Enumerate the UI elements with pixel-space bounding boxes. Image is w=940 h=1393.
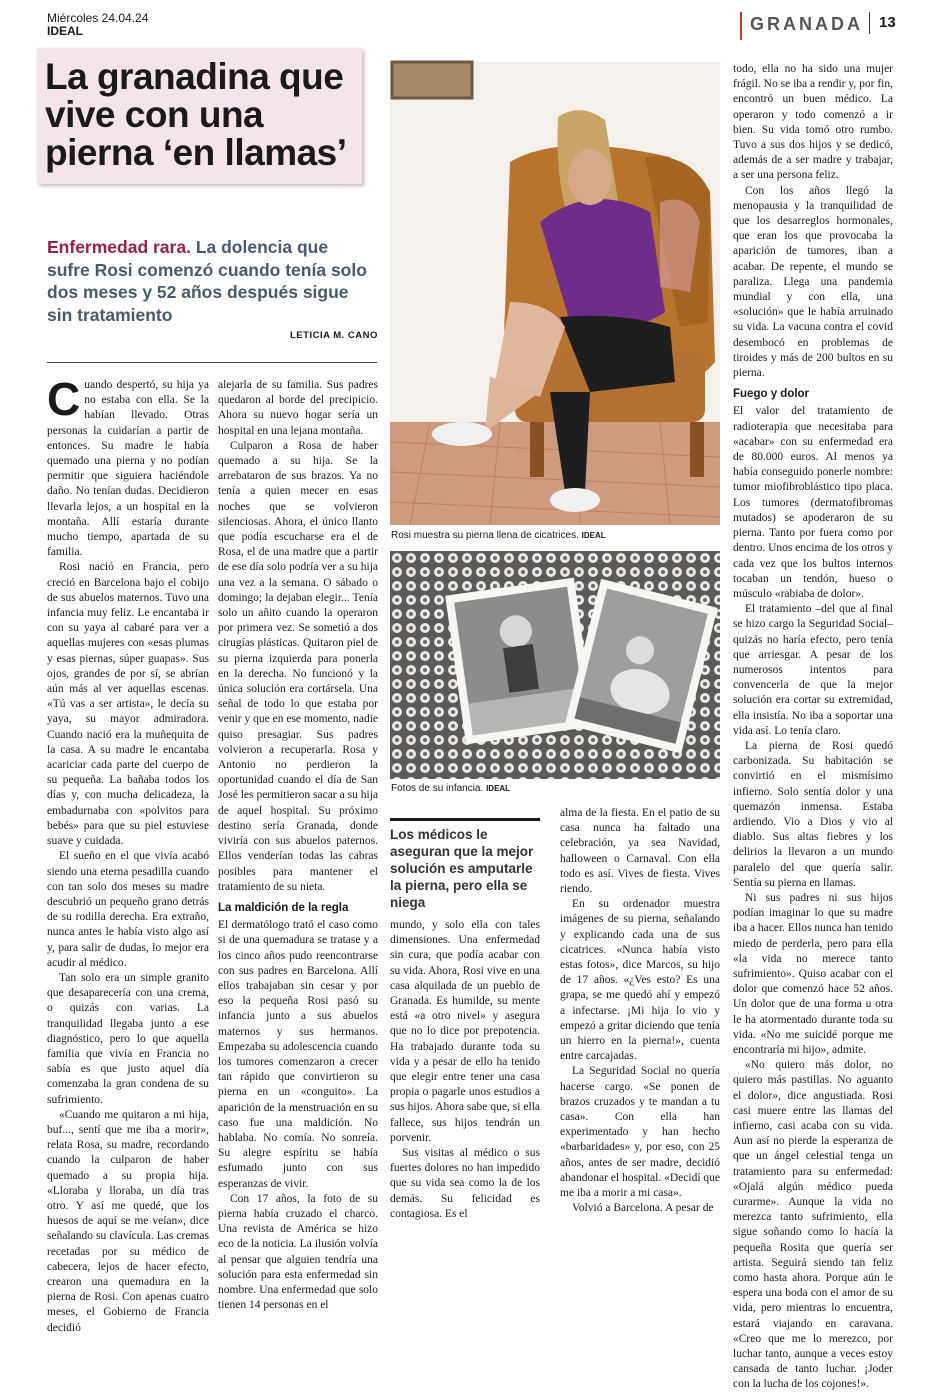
col5-p7: «No quiero más dolor, no quiero más pastillas. No aguanto el dolor», dice angustiada. Rosi casi muere entre las llamas del infierno, casi acaba con su vida. Aun así no pierde la esperanza de que un ángel celestial tenga un tratamiento para su enfermedad: «Ojalá algún médico pueda curarme». Aunque la vida no merezca tanto sufrimiento, ella sigue soñando como lo hacía la pequeña Rosita que quería ser artista. Seguirá siendo tan feliz como hasta ahora. Porque aún le espera una boda con el amor de su vida, pero mientras lo encuentra, estará viajando en caravana. «Creo que me lo merezco, por luchar tanto, aunque a veces estoy cansada de tanto luchar. ¡Joder con la lucha de los cojones!».: [733, 1059, 893, 1391]
page-title: La granadina que vive con una pierna ‘en llamas’: [45, 56, 347, 173]
col1-p3: El sueño en el que vivía acabó siendo una eterna pesadilla cuando con tan solo dos meses su madre descubrió un pequeño grano detrás de su rodilla derecha. Era extraño, nunca antes le había visto algo así y, para salir de dudas, lo mejor era acudir al médico.: [47, 850, 209, 969]
article-paragraph: [47, 373, 209, 560]
photo-childhood: [390, 551, 720, 779]
subheading-regla: La maldición de la regla: [218, 901, 349, 914]
col1-p5: «Cuando me quitaron a mi hija, buf..., sentí que me iba a morir», relata Rosa, su madre, recordando cuando la culparon de haber quemado a su propia hija. «Lloraba y lloraba, un día tras otro. Y así me quedé, que los huesos de aquí se me veían», dice señalando su clavícula. Las cremas recetadas por su médico de cabecera, lejos de hacer efecto, crearon una quemadura en la pierna de Rosi. Con apenas cuatro meses, el Gobierno de Francia decidió: [47, 1108, 209, 1334]
caption-photo2-text: Fotos de su infancia.: [391, 783, 484, 794]
col1-p2: Rosi nació en Francia, pero creció en Barcelona bajo el cobijo de sus abuelos maternos. Tuvo una infancia muy feliz. Le encantaba ir con su yaya al cabaré para ver a aquellas mujeres con «esas plumas y esas piernas, súper guapas». Sus ojos, grandes de por sí, se abrían aún más al ver aquellas escenas. «Tú vas a ser artista», le decía su yaya, su mayor admiradora. Cuando nació era la muñequita de la casa. A su madre le encantaba acariciar cada parte del cuerpo de su pequeña. La bañaba todos los días y, con mucha delicadeza, la embadurnaba con «polvitos para bebés» para que su piel estuviese suave y cuidada.: [47, 561, 209, 848]
caption-photo2-credit: IDEAL: [486, 784, 511, 793]
photo-childhood-illustration: [390, 551, 720, 779]
article-column-4: [560, 806, 720, 1215]
caption-photo1-credit: IDEAL: [581, 531, 606, 540]
col5-p5: La pierna de Rosi quedó carbonizada. Su habitación se convirtió en el mismísimo infierno. Solo sentía dolor y una quemazón inmensa. Estaba ardiendo. Vio a Dios y vio al diablo. Sus altas fiebres y los delirios la llevaron a un mundo paralelo del que quería salir. Sentía su pierna en llamas.: [733, 739, 893, 889]
col4-p1: alma de la fiesta. En el patio de su casa nunca ha faltado una celebración, ya sea Navidad, halloween o Carnaval. Con ella todo es así. Vives de fiesta. Vives riendo.: [560, 807, 720, 896]
col4-p3: La Seguridad Social no quería hacerse cargo. «Se ponen de brazos cruzados y te mandan a tu casa». Con ella han experimentado y han hecho «barbaridades» y, por eso, con 25 años, antes de ser madre, decidió abandonar el hospital. «Decidí que me iba a morir a mi casa».: [560, 1065, 720, 1200]
col4-p2: En su ordenador muestra imágenes de su pierna, señalando y explicando cada una de sus cicatrices. «Nunca había visto estas fotos», dice Marcos, su hijo de 17 años. «¿Ves esto? Es una grapa, se me quedó ahí y empezó a infectarse. ¡Mi hija lo vio y empezó a gritar diciendo que tenía un hierro en la pierna!», cuenta entre carcajadas.: [560, 898, 720, 1063]
col3-p1: mundo, y solo ella con tales dimensiones. Una enfermedad sin cura, que podía acabar con su vida. Ahora, Rosi vive en una casa alquilada de un pueblo de Granada. Es humilde, su mente está «a otro nivel» y asegura que no lo dice por prepotencia. Ha trabajado durante toda su vida y a pesar de ello ha tenido que elegir entre tener una casa propia o pagarle unos estudios a sus hijos. Ahora sabe que, si ella fallece, sus hijos tendrán un porvenir.: [390, 919, 540, 1144]
col5-p4: El tratamiento –del que al final se hizo cargo la Seguridad Social– quizás no haría efecto, pero tenía que arriesgar. A pesar de los numerosos intentos para convencerla de que la mejor solución era cortar su extremidad, ella insistía. No iba a soportar una vida así. Lo tenía claro.: [733, 603, 893, 737]
col5-p1: todo, ella no ha sido una mujer frágil. No se iba a rendir y, por fin, encontró un buen médico. La operaron y todo comenzó a ir bien. Su vida tomó otro rumbo. Tuvo a sus dos hijos y se dedicó, además de a ser madre y trabajar, a ser una persona feliz.: [733, 63, 893, 182]
subtitle-text: La dolencia que sufre Rosi comenzó cuando tenía solo dos meses y 52 años después sigue sin tratamiento: [47, 237, 367, 325]
col4-p4: Volvió a Barcelona. A pesar de: [572, 1202, 714, 1215]
pullquote: Los médicos le aseguran que la mejor solución es amputarle la pierna, pero ella se niega: [390, 827, 534, 910]
col5-p2: Con los años llegó la menopausia y la tranquilidad de que los desarreglos hormonales, que eran los que provocaba la aparición de tumores, iban a acabar. De repente, el mundo se paraliza. Llega una pandemia mundial y con ella, una «solución» que le había arruinado su vida. La vacuna contra el covid desembocó en problemas de tiroides y más de 200 bultos en su pierna.: [733, 184, 893, 380]
col1-p1: uando despertó, su hija ya no estaba con ella. Se la habían llevado. Otras personas la cuidarían a partir de entonces. Su madre le había quemado una pierna y no podían permitir que siguiera haciéndole daño. No tenían dudas. Decidieron llevarla lejos, a un hospital en la montaña. Allí estaría durante mucho tiempo, apartada de su familia.: [47, 379, 209, 559]
section-bar: [740, 12, 742, 40]
article-column-1: [47, 373, 209, 1334]
section-divider: [869, 12, 870, 34]
col2-p1: alejarla de su familia. Sus padres quedaron al borde del precipicio. Ahora su nuevo hogar sería un hospital en una lejana montaña.: [218, 379, 378, 437]
drop-cap: C: [47, 373, 81, 425]
col2-p4: Con 17 años, la foto de su pierna había cruzado el charco. Una revista de América se hizo eco de la noticia. La ilusión volvía al pensar que alguien tendría una solución para esta enfermedad sin nombre. Una enfermedad que solo tienen 14 personas en el: [218, 1192, 378, 1312]
section-name: GRANADA: [750, 14, 863, 34]
page-number: 13: [879, 14, 896, 31]
col5-p3: El valor del tratamiento de radioterapia que necesitaba para «acabar» con su enfermedad era de 80.000 euros. Al menos ya había conseguido ponerle nombre: tumor miofibroblástico tipo placa. Los tumores (dermatofibromas mutados) se apoderaron de su pierna. Tanto por fuera como por dentro. Unos encima de los otros y cada vez que los bultos internos tocaban un tendón, hueso o músculo «rabiaba de dolor».: [733, 405, 894, 600]
article-column-5: [733, 62, 894, 1391]
caption-photo2: [391, 783, 510, 794]
col3-p2: Sus visitas al médico o sus fuertes dolores no han impedido que su vida sea como la de los demás. Su felicidad es contagiosa. Es el: [390, 1147, 540, 1220]
caption-photo1-text: Rosi muestra su pierna llena de cicatrices.: [391, 530, 579, 541]
subtitle-lead: Enfermedad rara.: [47, 237, 191, 257]
col1-p4: Tan solo era un simple granito que desaparecería con una crema, o quizás con varias. La tranquilidad llegaba junto a ese diagnóstico, pero lo que aquella familia que vivía en Francia no sabía es que justo aquel día comenzaba la gran condena de su sufrimiento.: [47, 971, 209, 1106]
pullquote-rule: [390, 818, 540, 821]
caption-photo1: [391, 530, 606, 541]
header-date: Miércoles 24.04.24: [47, 11, 149, 25]
header-paper: IDEAL: [47, 24, 83, 38]
article-column-3: [390, 918, 540, 1220]
subheading-fuego: Fuego y dolor: [733, 388, 810, 401]
photo-rosi-leg: [390, 62, 720, 525]
col2-p2: Culparon a Rosa de haber quemado a su hija. Se la arrebataron de sus brazos. Ya no tenía a quien mecer en esas noches que se volvieron silenciosas. Ahora, el único llanto que podía escucharse era el de Rosa, el de una madre que a partir de ese día solo podría ver a su hija una vez a la semana. O sábado o domingo; la dejaban elegir... Tenía solo un añito cuando la operaron por primera vez. Se sometió a dos cirugías plásticas. Quitaron piel de su pierna izquierda para ponerla en la derecha. No funcionó y la única solución era cortársela. Una señal de todo lo que estaba por venir y que en ese momento, nadie quiso presagiar. Sus padres volvieron a recuperarla. Rosa y Antonio no perdieron la oportunidad cuando el día de San José les permitieron sacar a su hija de aquel hospital. Su próximo destino sería Granada, donde viviría con sus abuelos paternos. Ellos venderían todas las cabras posibles para mantener el tratamiento de su nieta.: [218, 439, 378, 893]
byline: LETICIA M. CANO: [290, 330, 378, 341]
col5-p6: Ni sus padres ni sus hijos podían imaginar lo que su madre iba a hacer. Ellos nunca han tenido miedo de perderla, pero para ella «la vida no merece tanto sufrimiento». Quiso acabar con el dolor que comenzó hace 52 años. Un dolor que de una forma u otra le ha atormentado durante toda su vida. «No me suicidé porque me encontraría mi hijo», admite.: [733, 891, 893, 1056]
subtitle: [47, 236, 367, 326]
article-column-2: [218, 378, 378, 1312]
byline-rule: [47, 362, 377, 363]
col2-p3: El dermatólogo trató el caso como si de una quemadura se tratase y a los cinco años pudo reencontrarse con sus padres en Barcelona. Allí ellos trabajaban sin cesar y por eso la pequeña Rosi pasó su infancia junto a sus abuelos maternos y sus hermanos. Empezaba su adolescencia cuando los tumores comenzaron a crecer tan rápido que convirtieron su pierna en un «conguito». La aparición de la menstruación en su caso fue una maldición. No hablaba. No comía. No sonreía. Su alegre espíritu se había esfumado junto con sus esperanzas de vivir.: [218, 919, 378, 1190]
photo-rosi-leg-illustration: [390, 62, 720, 525]
